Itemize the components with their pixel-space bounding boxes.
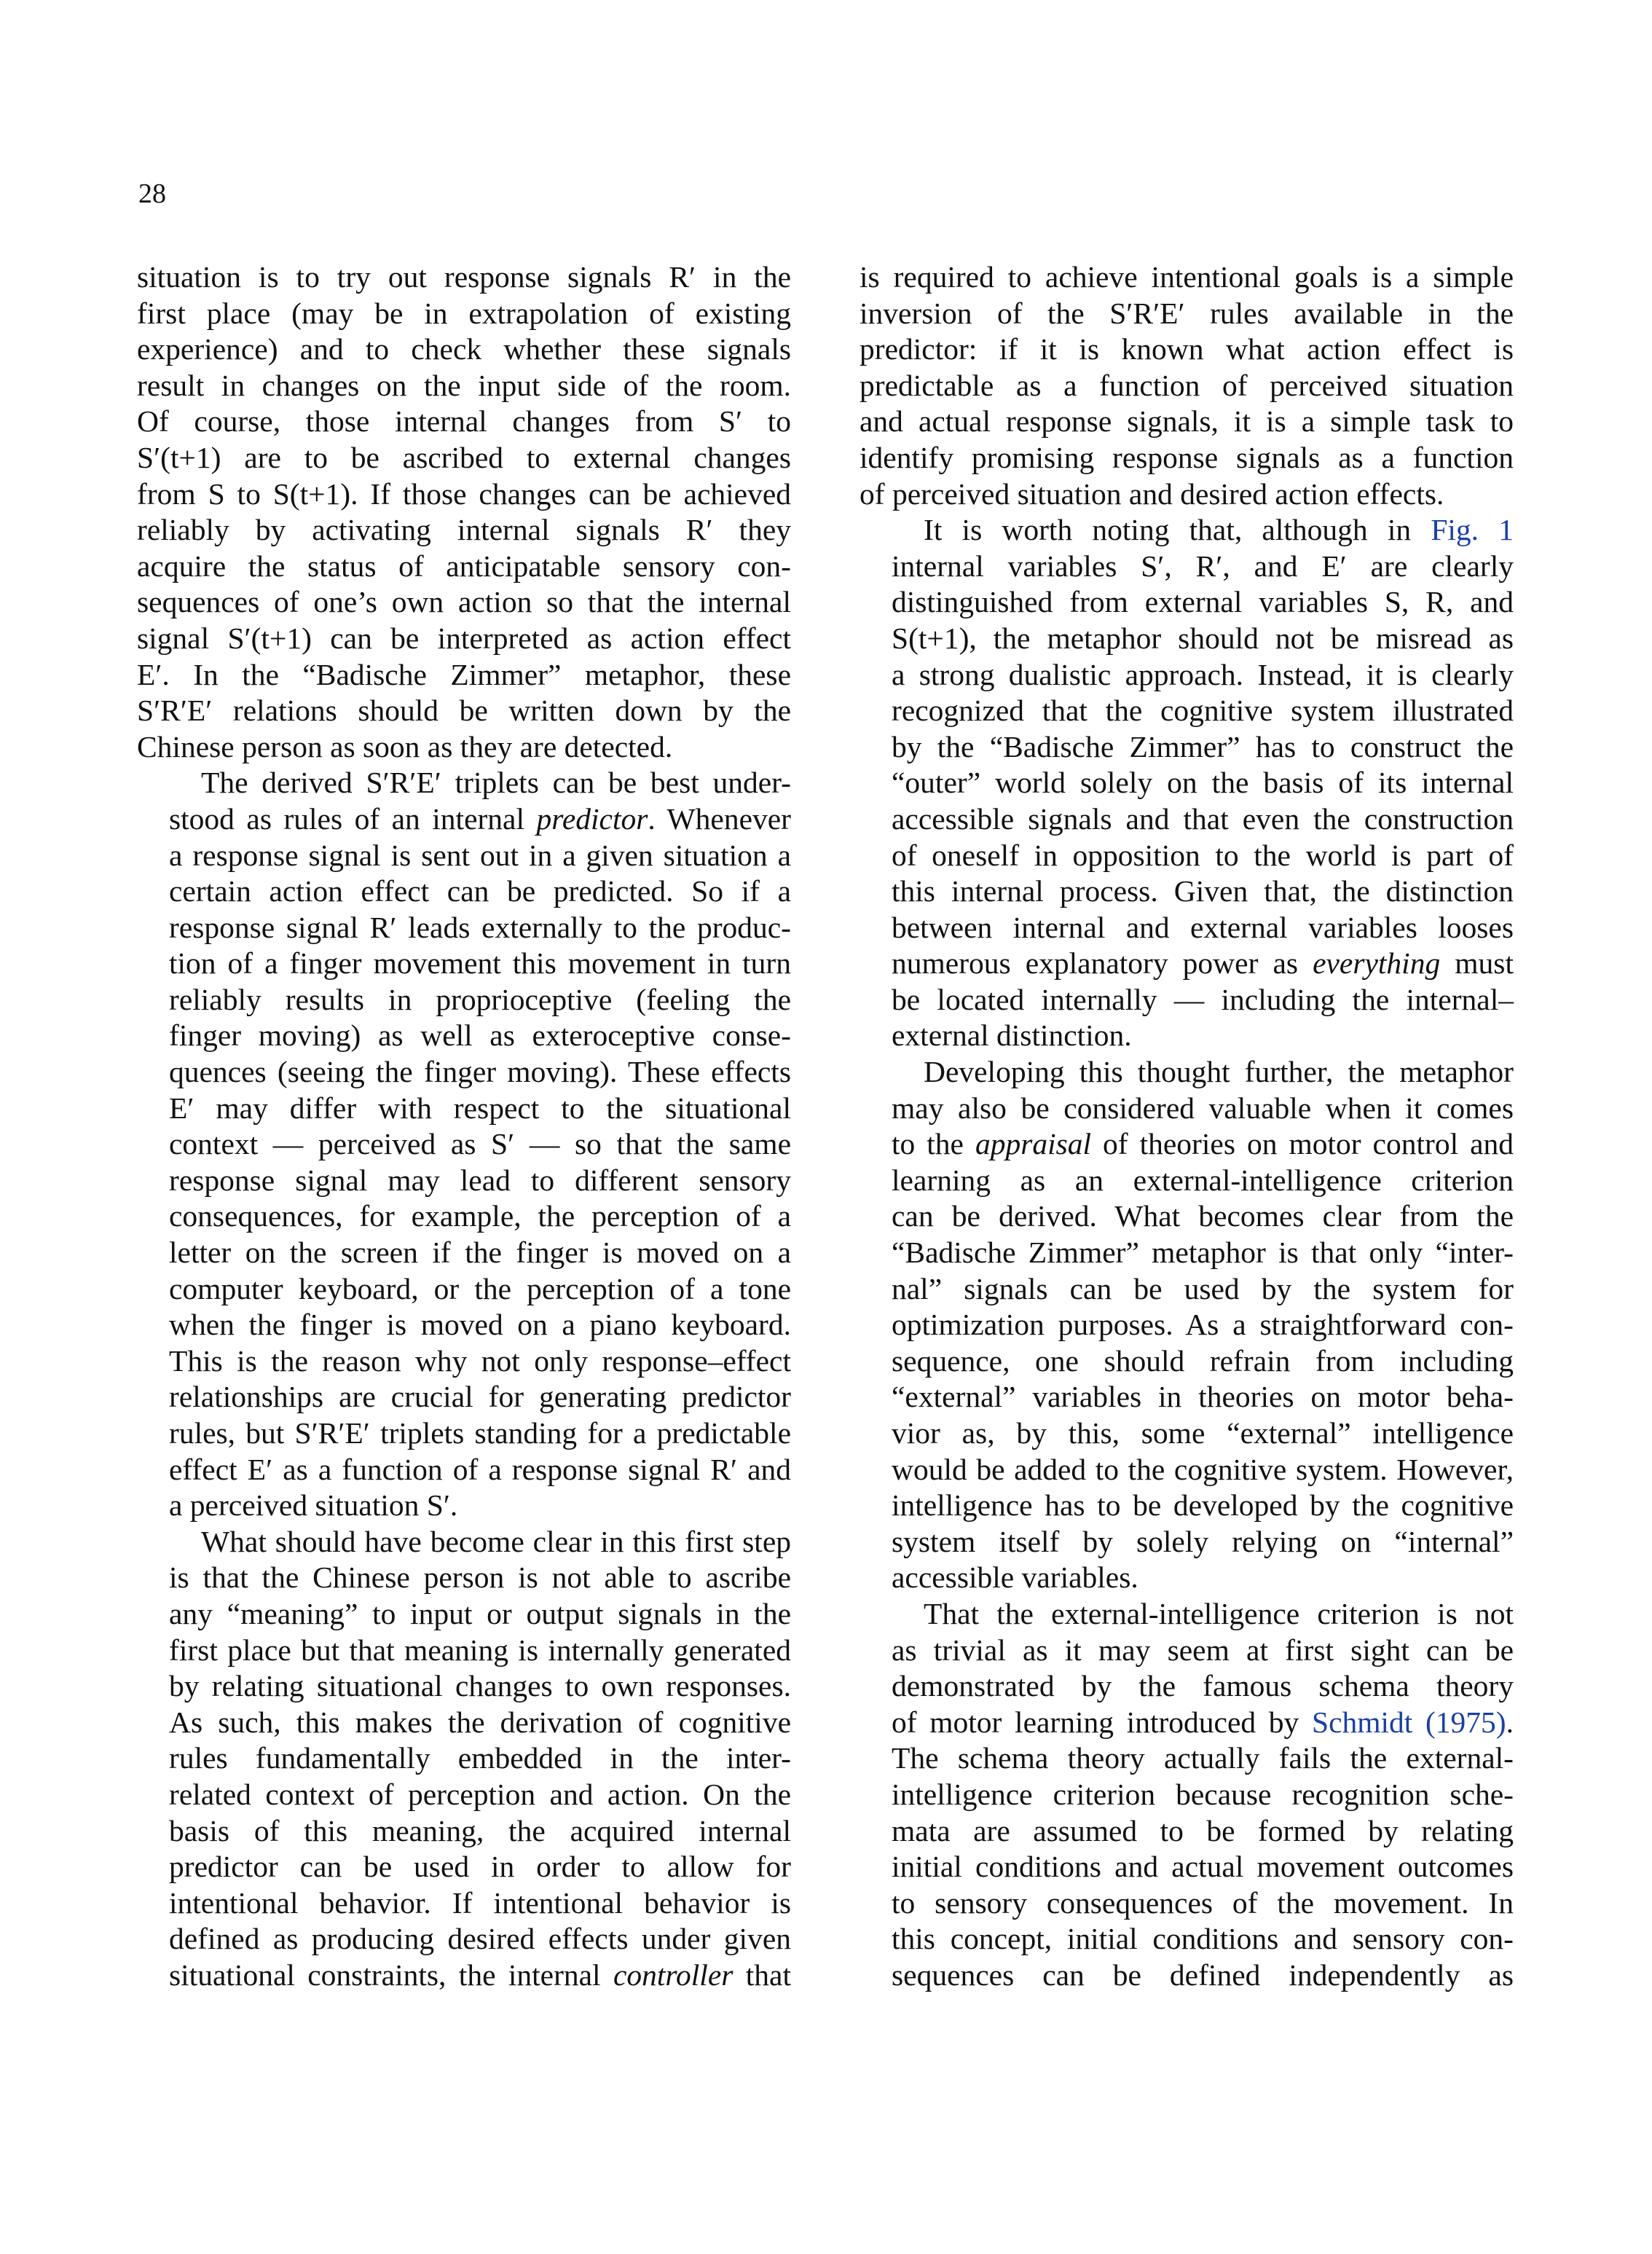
text-line: a response signal is sent out in a given situation a: [169, 838, 791, 872]
text-line: This is the reason why not only response–effect: [169, 1343, 791, 1378]
text-line: and actual response signals, it is a simple task to: [860, 404, 1514, 439]
text-line: It is worth noting that, although in Fig. 1: [924, 513, 1514, 547]
text-line: relationships are crucial for generating predictor: [169, 1380, 791, 1414]
text-line: system itself by solely relying on “internal”: [892, 1524, 1514, 1558]
text-line: can be derived. What becomes clear from the: [892, 1199, 1514, 1233]
text-line: certain action effect can be predicted. So if a: [169, 874, 791, 908]
text-line: situational constraints, the internal controller that: [169, 1957, 791, 1992]
text-line: any “meaning” to input or output signals in the: [169, 1596, 791, 1630]
text-line: between internal and external variables looses: [892, 910, 1514, 944]
paragraph: [137, 765, 791, 1523]
text-line: this internal process. Given that, the distinction: [892, 874, 1514, 908]
text-line: computer keyboard, or the perception of a tone: [169, 1271, 791, 1305]
text-line: “outer” world solely on the basis of its internal: [892, 766, 1514, 800]
text-line: internal variables S′, R′, and E′ are clearly: [892, 549, 1514, 583]
text-line: effect E′ as a function of a response signal R′ and: [169, 1452, 791, 1486]
text-line: optimization purposes. As a straightforward con-: [892, 1308, 1514, 1342]
text-line: is required to achieve intentional goals is a simple: [860, 260, 1514, 294]
text-line: response signal R′ leads externally to the produc-: [169, 910, 791, 944]
text-line: distinguished from external variables S, R, and: [892, 585, 1514, 619]
text-line: recognized that the cognitive system illustrated: [892, 694, 1514, 728]
text-line: The schema theory actually fails the external-: [892, 1741, 1514, 1775]
text-line: S′(t+1) are to be ascribed to external changes: [137, 440, 791, 474]
text-line: context — perceived as S′ — so that the same: [169, 1127, 791, 1161]
text-line: defined as producing desired effects under given: [169, 1922, 791, 1956]
paragraph: [860, 1596, 1514, 1994]
text-line: identify promising response signals as a function: [860, 440, 1514, 474]
text-line: to sensory consequences of the movement. In: [892, 1885, 1514, 1920]
text-line: to the appraisal of theories on motor control and: [892, 1127, 1514, 1161]
text-line: of oneself in opposition to the world is part of: [892, 838, 1514, 872]
text-line: rules fundamentally embedded in the inter-: [169, 1741, 791, 1775]
text-line: sequences of one’s own action so that the internal: [137, 585, 791, 619]
paragraph: [860, 1054, 1514, 1596]
emphasis: appraisal: [975, 1127, 1092, 1161]
text-line: The derived S′R′E′ triplets can be best under-: [201, 766, 791, 800]
text-line: reliably by activating internal signals R′ they: [137, 513, 791, 547]
right-column: [860, 259, 1514, 1994]
citation-link[interactable]: Schmidt (1975): [1311, 1705, 1506, 1739]
paragraph: [137, 1524, 791, 1994]
text-line: finger moving) as well as exteroceptive conse-: [169, 1018, 791, 1053]
text-line: sequences can be defined independently as: [892, 1957, 1514, 1992]
text-line: tion of a finger movement this movement in turn: [169, 946, 791, 981]
paragraph: [137, 259, 791, 765]
text-line: letter on the screen if the finger is moved on a: [169, 1236, 791, 1270]
text-line: intelligence has to be developed by the cognitive: [892, 1488, 1514, 1523]
text-line: inversion of the S′R′E′ rules available in the: [860, 296, 1514, 330]
text-line: external distinction.: [892, 1018, 1132, 1053]
text-line: predictor can be used in order to allow for: [169, 1850, 791, 1884]
text-line: S(t+1), the metaphor should not be misread as: [892, 621, 1514, 655]
text-line: initial conditions and actual movement outcomes: [892, 1850, 1514, 1884]
emphasis: predictor: [536, 801, 648, 836]
text-line: related context of perception and action. On the: [169, 1777, 791, 1811]
text-line: basis of this meaning, the acquired internal: [169, 1813, 791, 1847]
text-line: acquire the status of anticipatable sensory con-: [137, 549, 791, 583]
text-line: stood as rules of an internal predictor. Whenever: [169, 801, 791, 836]
text-line: rules, but S′R′E′ triplets standing for a predictable: [169, 1416, 791, 1450]
page-number: 28: [138, 178, 166, 209]
text-line: experience) and to check whether these signals: [137, 332, 791, 366]
text-line: a perceived situation S′.: [169, 1488, 458, 1523]
text-line: intentional behavior. If intentional behavior is: [169, 1885, 791, 1920]
text-line: reliably results in proprioceptive (feeling the: [169, 982, 791, 1016]
text-line: by relating situational changes to own responses.: [169, 1669, 791, 1703]
text-line: be located internally — including the internal–: [892, 982, 1514, 1016]
text-line: S′R′E′ relations should be written down by the: [137, 694, 791, 728]
text-line: E′ may differ with respect to the situational: [169, 1091, 791, 1125]
text-line: demonstrated by the famous schema theory: [892, 1669, 1514, 1703]
paragraph: [860, 512, 1514, 1054]
citation-link[interactable]: Fig. 1: [1431, 513, 1514, 547]
text-line: mata are assumed to be formed by relating: [892, 1813, 1514, 1847]
text-line: result in changes on the input side of the room.: [137, 368, 791, 402]
emphasis: everything: [1313, 946, 1441, 981]
text-line: sequence, one should refrain from including: [892, 1343, 1514, 1378]
text-line: when the finger is moved on a piano keyboard.: [169, 1308, 791, 1342]
text-line: a strong dualistic approach. Instead, it is clearly: [892, 657, 1514, 691]
text-line: Chinese person as soon as they are detected.: [137, 729, 673, 763]
text-line: Developing this thought further, the metaphor: [924, 1055, 1514, 1089]
text-line: numerous explanatory power as everything must: [892, 946, 1514, 981]
text-line: of perceived situation and desired action effects.: [860, 476, 1444, 511]
text-line: E′. In the “Badische Zimmer” metaphor, these: [137, 657, 791, 691]
text-line: may also be considered valuable when it comes: [892, 1091, 1514, 1125]
text-line: from S to S(t+1). If those changes can be achieved: [137, 476, 791, 511]
text-line: first place but that meaning is internally generated: [169, 1633, 791, 1667]
text-line: of motor learning introduced by Schmidt (1975).: [892, 1705, 1514, 1739]
text-line: Of course, those internal changes from S′ to: [137, 404, 791, 439]
text-line: predictable as a function of perceived situation: [860, 368, 1514, 402]
text-line: this concept, initial conditions and sensory con-: [892, 1922, 1514, 1956]
paragraph: [860, 259, 1514, 512]
text-line: nal” signals can be used by the system for: [892, 1271, 1514, 1305]
text-line: “Badische Zimmer” metaphor is that only “inter-: [892, 1236, 1514, 1270]
text-line: as trivial as it may seem at first sight can be: [892, 1633, 1514, 1667]
text-line: is that the Chinese person is not able to ascribe: [169, 1560, 791, 1595]
text-line: first place (may be in extrapolation of existing: [137, 296, 791, 330]
text-line: As such, this makes the derivation of cognitive: [169, 1705, 791, 1739]
text-line: response signal may lead to different sensory: [169, 1163, 791, 1197]
text-line: intelligence criterion because recognition sche-: [892, 1777, 1514, 1811]
text-line: vior as, by this, some “external” intelligence: [892, 1416, 1514, 1450]
text-line: accessible signals and that even the construction: [892, 801, 1514, 836]
text-line: situation is to try out response signals R′ in the: [137, 260, 791, 294]
text-line: predictor: if it is known what action effect is: [860, 332, 1514, 366]
text-line: accessible variables.: [892, 1560, 1138, 1595]
text-line: signal S′(t+1) can be interpreted as action effect: [137, 621, 791, 655]
emphasis: controller: [613, 1957, 733, 1992]
text-line: “external” variables in theories on motor beha-: [892, 1380, 1514, 1414]
text-line: What should have become clear in this first step: [201, 1524, 791, 1558]
text-line: quences (seeing the finger moving). These effects: [169, 1055, 791, 1089]
text-line: learning as an external-intelligence criterion: [892, 1163, 1514, 1197]
text-line: That the external-intelligence criterion is not: [924, 1596, 1514, 1630]
text-line: would be added to the cognitive system. However,: [892, 1452, 1514, 1486]
left-column: [137, 259, 791, 1994]
text-line: consequences, for example, the perception of a: [169, 1199, 791, 1233]
text-line: by the “Badische Zimmer” has to construct the: [892, 729, 1514, 763]
